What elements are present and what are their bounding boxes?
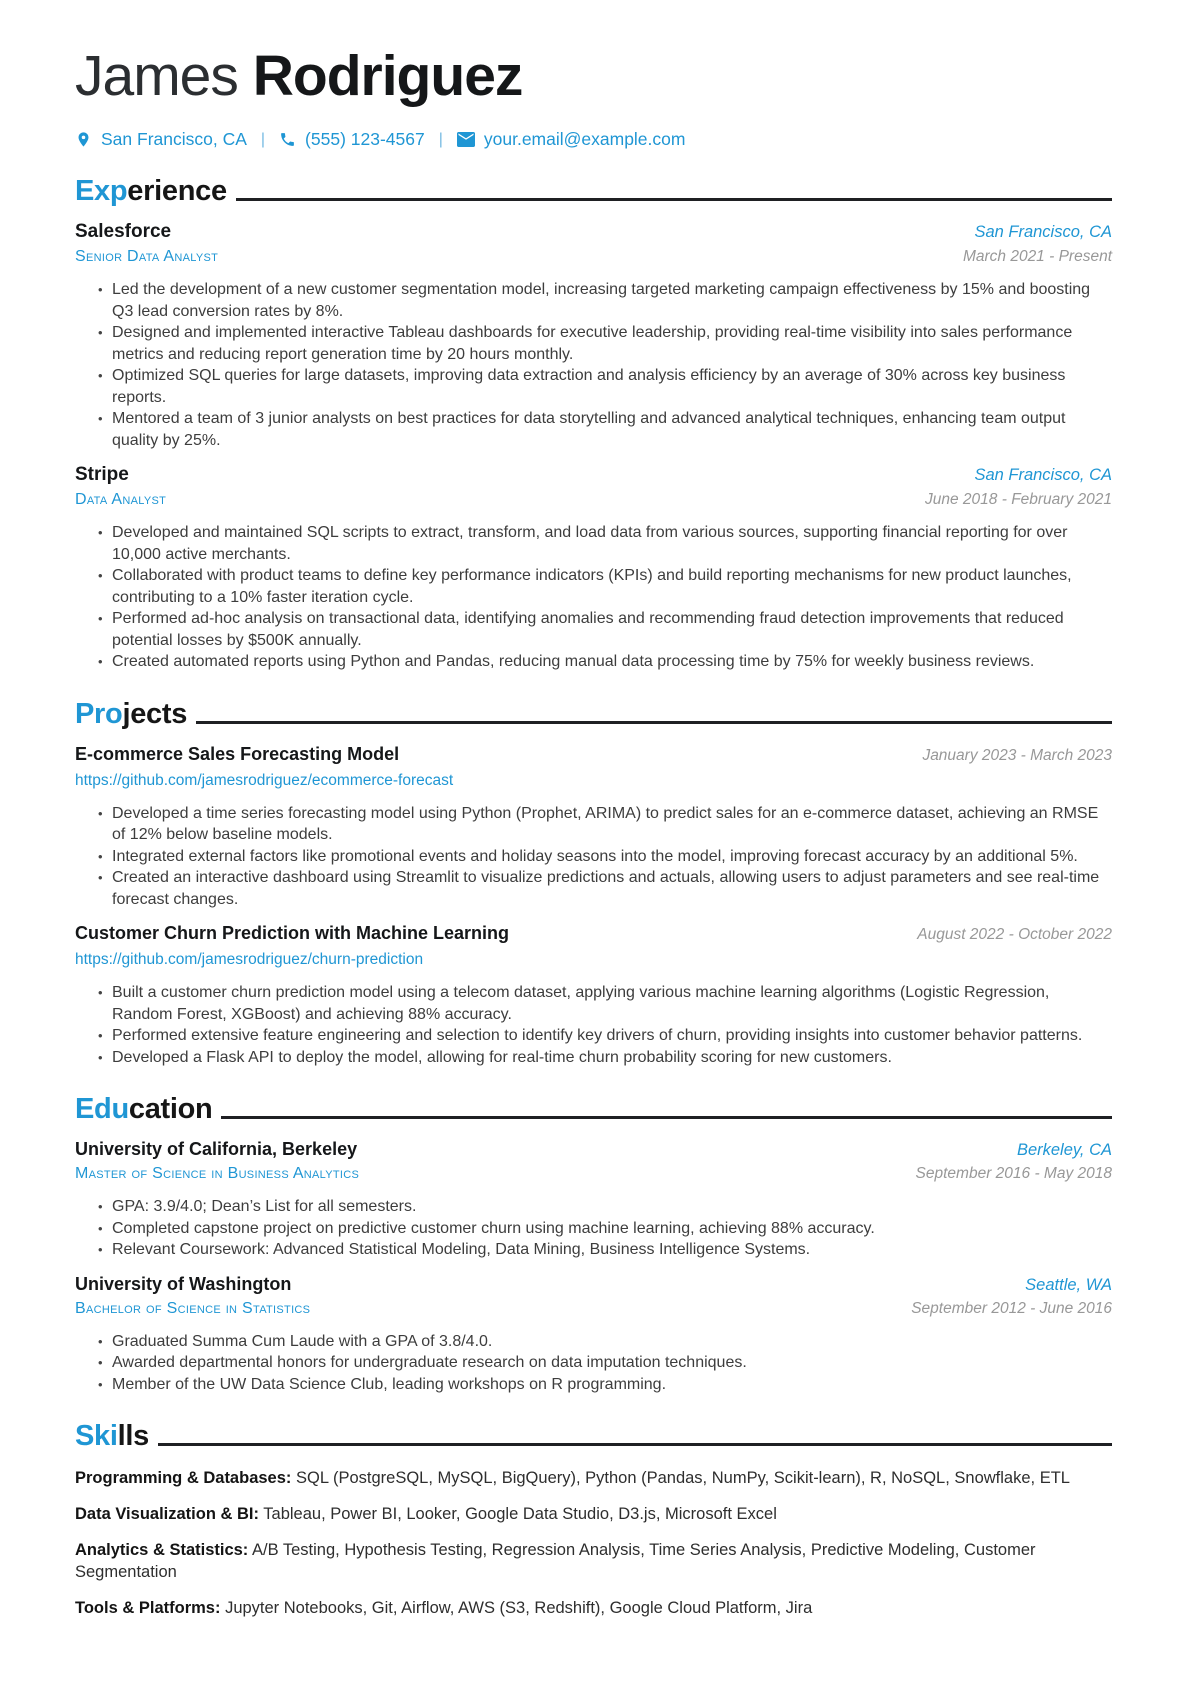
entry-header-row (75, 221, 1112, 243)
entry-subheader-row (75, 491, 1112, 509)
skill-group-label: Programming & Databases: (75, 1469, 292, 1487)
skill-group-label: Data Visualization & BI: (75, 1505, 259, 1523)
heading-rest: jects (122, 697, 188, 730)
school-location: Berkeley, CA (1016, 1141, 1112, 1159)
bullet-item: • Mentored a team of 3 junior analysts on best practices for data storytelling and advanced analytical techniques, enhancing team output quality by 25%. (97, 408, 1112, 451)
project-entry-churn (75, 923, 1112, 1068)
date-range: September 2016 - May 2018 (915, 1165, 1112, 1182)
bullet-list (75, 1331, 1112, 1396)
experience-entry-stripe (75, 464, 1112, 673)
bullet-item: • GPA: 3.9/4.0; Dean’s List for all semesters. (97, 1196, 1112, 1218)
education-section (75, 1092, 1112, 1395)
bullet-item: • Developed and maintained SQL scripts to extract, transform, and load data from various sources, supporting financial reporting for over 10,000 active merchants. (97, 522, 1112, 565)
contact-location (75, 129, 247, 150)
date-range: September 2012 - June 2016 (911, 1299, 1112, 1317)
location-text: San Francisco, CA (101, 129, 247, 149)
entry-header-row (75, 464, 1112, 486)
date-range: January 2023 - March 2023 (922, 746, 1112, 764)
company-name: Salesforce (75, 221, 172, 242)
entry-header-row (75, 1274, 1112, 1295)
company-location: San Francisco, CA (974, 466, 1112, 484)
entry-header-row (75, 1139, 1112, 1160)
bullet-list (75, 982, 1112, 1068)
project-name: E-commerce Sales Forecasting Model (75, 743, 400, 764)
project-url-link[interactable]: https://github.com/jamesrodriguez/churn-prediction (75, 951, 424, 968)
section-heading-education (75, 1092, 1112, 1126)
bullet-item: • Developed a time series forecasting model using Python (Prophet, ARIMA) to predict sales for an e-commerce dataset, achieving an RMSE of 12% below baseline models. (97, 803, 1112, 846)
heading-accent: Pro (75, 697, 123, 730)
entry-header-row (75, 923, 1112, 944)
person-name (75, 46, 1112, 106)
school-name: University of California, Berkeley (75, 1139, 358, 1159)
heading-accent: Exp (75, 175, 128, 207)
job-title: Data Analyst (75, 491, 167, 508)
school-location: Seattle, WA (1025, 1275, 1112, 1294)
skill-group-label: Tools & Platforms: (75, 1599, 221, 1617)
phone-icon (279, 131, 296, 148)
bullet-item: • Created automated reports using Python and Pandas, reducing manual data processing time by 75% for weekly business reviews. (97, 651, 1112, 673)
section-heading-projects (75, 697, 1112, 731)
experience-section (75, 174, 1112, 673)
bullet-item: • Built a customer churn prediction model using a telecom dataset, applying various machine learning algorithms (Logistic Regression, Random Forest, XGBoost) and achieving 88% accuracy. (97, 982, 1112, 1025)
school-name: University of Washington (75, 1273, 292, 1294)
skill-group-programming (75, 1467, 1112, 1489)
experience-entry-salesforce (75, 221, 1112, 451)
company-name: Stripe (75, 464, 129, 485)
bullet-item: • Graduated Summa Cum Laude with a GPA of 3.8/4.0. (97, 1331, 1112, 1353)
company-location: San Francisco, CA (974, 223, 1112, 241)
project-name: Customer Churn Prediction with Machine Learning (75, 923, 510, 943)
bullet-item: • Designed and implemented interactive Tableau dashboards for executive leadership, providing real-time visibility into sales performance metrics and reducing report generation time by 20 hours monthly. (97, 322, 1112, 365)
heading-rest: erience (127, 175, 227, 207)
job-title: Senior Data Analyst (75, 248, 219, 265)
skill-group-items: A/B Testing, Hypothesis Testing, Regression Analysis, Time Series Analysis, Predictive Modeling, Customer Segmentation (75, 1541, 1036, 1581)
bullet-item: • Performed extensive feature engineering and selection to identify key drivers of churn, providing insights into customer behavior patterns. (97, 1025, 1112, 1047)
section-heading-text (75, 697, 187, 731)
skill-group-items: Jupyter Notebooks, Git, Airflow, AWS (S3, Redshift), Google Cloud Platform, Jira (225, 1599, 813, 1617)
bullet-list (75, 279, 1112, 451)
bullet-list (75, 803, 1112, 911)
education-entry-berkeley (75, 1139, 1112, 1261)
phone-text: (555) 123-4567 (305, 129, 425, 149)
bullet-item: • Relevant Coursework: Advanced Statistical Modeling, Data Mining, Business Intelligence Systems. (97, 1239, 1112, 1261)
project-url-link[interactable]: https://github.com/jamesrodriguez/ecommerce-forecast (75, 771, 454, 789)
skill-group-items: Tableau, Power BI, Looker, Google Data Studio, D3.js, Microsoft Excel (263, 1505, 777, 1523)
heading-rule (236, 198, 1112, 201)
contact-separator: | (260, 130, 266, 148)
envelope-icon (457, 132, 475, 147)
first-name: James (75, 44, 238, 108)
bullet-item: • Created an interactive dashboard using Streamlit to visualize predictions and actuals, allowing users to adjust parameters and see real-time forecast changes. (97, 867, 1112, 910)
section-heading-skills (75, 1419, 1112, 1453)
bullet-item: • Collaborated with product teams to define key performance indicators (KPIs) and build reporting mechanisms for new product launches, contributing to a 10% faster iteration cycle. (97, 565, 1112, 608)
bullet-item: • Optimized SQL queries for large datasets, improving data extraction and analysis efficiency by an average of 30% across key business reports. (97, 365, 1112, 408)
bullet-item: • Performed ad-hoc analysis on transactional data, identifying anomalies and recommending fraud detection improvements that reduced potential losses by $500K annually. (97, 608, 1112, 651)
projects-section (75, 697, 1112, 1069)
heading-accent: Ski (75, 1420, 118, 1452)
degree-title: Bachelor of Science in Statistics (75, 1299, 311, 1317)
heading-accent: Edu (75, 1093, 129, 1125)
section-heading-text (75, 1092, 212, 1126)
heading-rule (221, 1116, 1112, 1119)
heading-rule (158, 1443, 1112, 1446)
skill-group-analytics (75, 1539, 1112, 1583)
bullet-list (75, 1196, 1112, 1261)
heading-rule (196, 721, 1112, 724)
heading-rest: cation (128, 1093, 213, 1125)
entry-subheader-row (75, 1300, 1112, 1318)
degree-title: Master of Science in Business Analytics (75, 1165, 360, 1182)
section-heading-experience (75, 174, 1112, 208)
skill-group-tools (75, 1597, 1112, 1619)
project-entry-forecasting (75, 744, 1112, 911)
date-range: March 2021 - Present (962, 248, 1112, 265)
bullet-item: • Led the development of a new customer segmentation model, increasing targeted marketing campaign effectiveness by 15% and boosting Q3 lead conversion rates by 8%. (97, 279, 1112, 322)
bullet-item: • Awarded departmental honors for undergraduate research on data imputation techniques. (97, 1352, 1112, 1374)
entry-header-row (75, 744, 1112, 765)
bullet-item: • Integrated external factors like promotional events and holiday seasons into the model, improving forecast accuracy by an additional 5%. (97, 846, 1112, 868)
skill-group-items: SQL (PostgreSQL, MySQL, BigQuery), Python (Pandas, NumPy, Scikit-learn), R, NoSQL, Snowflake, ETL (296, 1469, 1070, 1487)
bullet-list (75, 522, 1112, 673)
date-range: June 2018 - February 2021 (925, 491, 1112, 508)
contact-email (457, 129, 686, 150)
bullet-item: • Member of the UW Data Science Club, leading workshops on R programming. (97, 1374, 1112, 1396)
section-heading-text (75, 1419, 149, 1453)
education-entry-washington (75, 1274, 1112, 1396)
map-pin-icon (75, 131, 92, 148)
entry-subheader-row (75, 1165, 1112, 1183)
skill-group-visualization (75, 1503, 1112, 1525)
entry-subheader-row (75, 248, 1112, 266)
contact-separator: | (438, 130, 443, 148)
bullet-item: • Developed a Flask API to deploy the model, allowing for real-time churn probability scoring for new customers. (97, 1047, 1112, 1069)
bullet-item: • Completed capstone project on predictive customer churn using machine learning, achieving 88% accuracy. (97, 1218, 1112, 1240)
heading-rest: lls (117, 1420, 149, 1452)
contact-bar (75, 129, 1112, 150)
skills-section (75, 1419, 1112, 1619)
date-range: August 2022 - October 2022 (917, 926, 1112, 943)
email-link[interactable]: your.email@example.com (483, 129, 686, 149)
skill-group-label: Analytics & Statistics: (75, 1541, 249, 1559)
contact-phone (279, 129, 425, 150)
section-heading-text (75, 174, 227, 208)
last-name: Rodriguez (252, 44, 523, 108)
